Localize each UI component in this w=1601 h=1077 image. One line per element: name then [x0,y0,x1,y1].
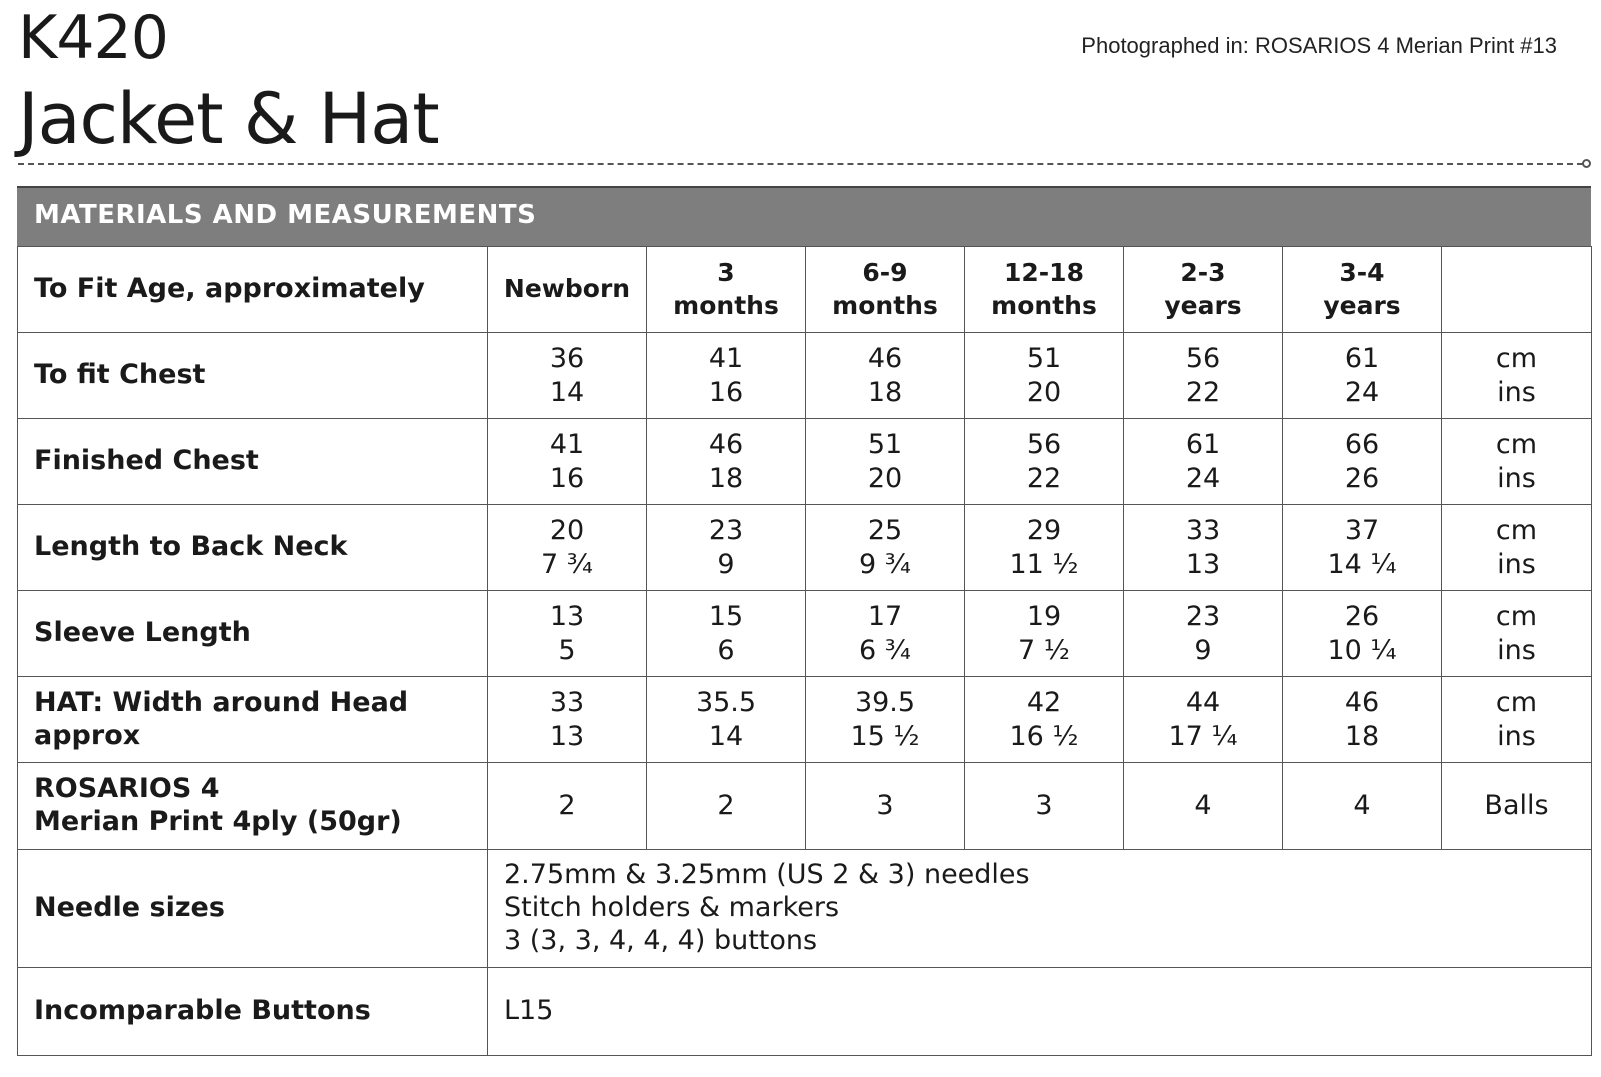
measurement-unit: cm ins [1442,333,1592,419]
measurement-value: 66 26 [1283,419,1442,505]
age-row [18,247,1592,333]
size-header [647,247,806,333]
size-header-line2: years [1164,290,1242,320]
measurement-value: 19 7 ½ [965,591,1124,677]
size-header-line1: 6-9 [862,258,908,287]
size-header-line2: months [673,290,779,320]
measurement-value: 13 5 [488,591,647,677]
yarn-balls: 2 [488,763,647,850]
yarn-balls: 4 [1283,763,1442,850]
size-header [806,247,965,333]
buttons-value: L15 [488,968,1592,1056]
measurement-value: 17 6 ¾ [806,591,965,677]
measurement-value: 61 24 [1124,419,1283,505]
measurement-value: 20 7 ¾ [488,505,647,591]
measurement-label: HAT: Width around Head approx [18,677,488,763]
measurement-value: 44 17 ¼ [1124,677,1283,763]
measurement-value: 56 22 [1124,333,1283,419]
yarn-balls: 3 [806,763,965,850]
needles-row [18,850,1592,968]
yarn-row [18,763,1592,850]
measurement-value: 33 13 [1124,505,1283,591]
age-label: To Fit Age, approximately [18,247,488,333]
measurement-value: 23 9 [647,505,806,591]
measurement-unit: cm ins [1442,591,1592,677]
measurement-row [18,591,1592,677]
measurement-value: 42 16 ½ [965,677,1124,763]
buttons-row [18,968,1592,1056]
measurement-value: 56 22 [965,419,1124,505]
measurement-label: To fit Chest [18,333,488,419]
measurement-value: 37 14 ¼ [1283,505,1442,591]
measurement-value: 46 18 [647,419,806,505]
needles-details [488,850,1592,968]
measurement-value: 51 20 [965,333,1124,419]
buttons-label: Incomparable Buttons [18,968,488,1056]
size-header [1124,247,1283,333]
needles-label: Needle sizes [18,850,488,968]
measurement-value: 39.5 15 ½ [806,677,965,763]
size-header-line2: years [1323,290,1401,320]
needles-line: Stitch holders & markers [504,892,840,924]
yarn-balls: 4 [1124,763,1283,850]
measurement-row [18,333,1592,419]
measurement-value: 26 10 ¼ [1283,591,1442,677]
measurement-value: 15 6 [647,591,806,677]
measurements-table [17,246,1592,1056]
measurement-value: 61 24 [1283,333,1442,419]
yarn-balls: 2 [647,763,806,850]
size-header [1283,247,1442,333]
pattern-code: K420 [18,3,168,73]
yarn-unit: Balls [1442,763,1592,850]
section-header [17,186,1591,246]
measurement-value: 46 18 [1283,677,1442,763]
measurement-label: Finished Chest [18,419,488,505]
measurement-value: 51 20 [806,419,965,505]
needles-line: 2.75mm & 3.25mm (US 2 & 3) needles [504,859,1030,891]
measurement-value: 25 9 ¾ [806,505,965,591]
measurement-row [18,419,1592,505]
measurement-value: 23 9 [1124,591,1283,677]
needles-line: 3 (3, 3, 4, 4, 4) buttons [504,924,818,956]
measurement-unit: cm ins [1442,505,1592,591]
size-header [488,247,647,333]
pattern-title: Jacket & Hat [18,78,439,160]
section-title: MATERIALS AND MEASUREMENTS [34,200,537,230]
size-header-line1: 3 [717,258,735,287]
size-header-line1: 12-18 [1004,258,1084,287]
measurement-value: 36 14 [488,333,647,419]
yarn-balls: 3 [965,763,1124,850]
size-header-line1: 2-3 [1180,258,1226,287]
measurement-label: Length to Back Neck [18,505,488,591]
measurement-row [18,505,1592,591]
size-header-line2: months [832,290,938,320]
size-header-line1: 3-4 [1339,258,1385,287]
measurement-unit: cm ins [1442,419,1592,505]
size-header-line2: months [991,290,1097,320]
divider-end-circle [1582,159,1591,168]
size-header [965,247,1124,333]
yarn-label: ROSARIOS 4 Merian Print 4ply (50gr) [18,763,488,850]
measurement-value: 29 11 ½ [965,505,1124,591]
photographed-in: Photographed in: ROSARIOS 4 Merian Print #13 [1081,33,1557,58]
measurement-label: Sleeve Length [18,591,488,677]
measurement-value: 46 18 [806,333,965,419]
dashed-divider [18,163,1583,165]
measurement-unit: cm ins [1442,677,1592,763]
measurement-value: 41 16 [488,419,647,505]
measurement-value: 33 13 [488,677,647,763]
measurement-row [18,677,1592,763]
size-header-line1: Newborn [503,274,631,304]
measurement-value: 35.5 14 [647,677,806,763]
measurement-value: 41 16 [647,333,806,419]
unit-header [1442,247,1592,333]
